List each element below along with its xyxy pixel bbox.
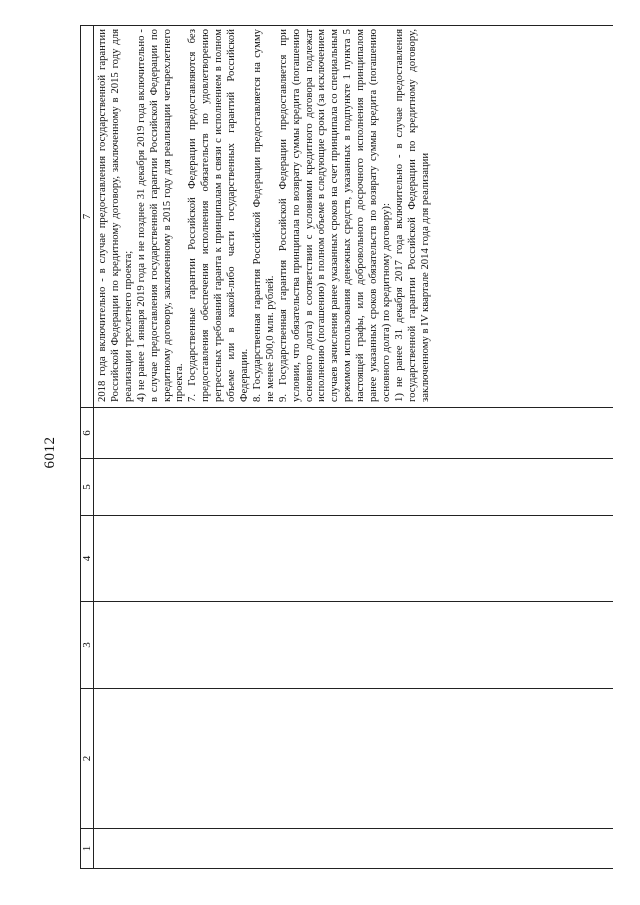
- column-header-7: 7: [81, 26, 94, 408]
- page-number: 6012: [42, 436, 58, 469]
- column-header-2: 2: [81, 689, 94, 829]
- column-header-4: 4: [81, 516, 94, 602]
- paragraph: 9. Государственная гарантия Российской Федерации предоставляется при условии, что обязательства принципала по возврату суммы кредита (погашению основного долга) в соответствии с условиями кредитного договора подлежат исполнению (погашению) в полном объеме в следующие сроки (за исключением случаев зачисления ранее указанных сроков на счет принципала со специальным режимом использования денежных средств, указанных в подпункте 1 пункта 5 настоящей графы, или добровольного досрочного исполнения принципалом ранее указанных сроков обязательств по возврату суммы кредита (погашению основного долга) по кредитному договору):: [276, 29, 392, 402]
- conditions-text: [96, 29, 611, 402]
- cell-col-6: [94, 408, 614, 459]
- paragraph: 1) не ранее 31 декабря 2017 года включительно - в случае предоставления государственной гарантии Российской Федерации по кредитному договору, заключенному в IV квартале 2014 года для реализации: [392, 29, 431, 402]
- cell-col-4: [94, 516, 614, 602]
- cell-col-1: [94, 829, 614, 869]
- column-header-1: 1: [81, 829, 94, 869]
- column-header-6: 6: [81, 408, 94, 459]
- paragraph: 4) не ранее 1 января 2019 года и не позднее 31 декабря 2019 года включительно - в случае предоставления государственной гарантии Российской Федерации по кредитному договору, заключенному в 2015 году для реализации четырехлетнего проекта.: [134, 29, 186, 402]
- cell-col-5: [94, 459, 614, 516]
- cell-col-7: [94, 26, 614, 408]
- cell-col-2: [94, 689, 614, 829]
- column-header-5: 5: [81, 459, 94, 516]
- header-row: [81, 26, 94, 869]
- column-header-3: 3: [81, 602, 94, 689]
- guarantee-table: [80, 25, 613, 869]
- paragraph: 7. Государственные гарантии Российской Федерации предоставляются без предоставления обеспечения исполнения обязательств по удовлетворению регрессных требований гаранта к принципалам в связи с исполнением в полном объеме или в какой-либо части государственных гарантий Российской Федерации.: [186, 29, 250, 402]
- paragraph: 2018 года включительно - в случае предоставления государственной гарантии Российской Федерации по кредитному договору, заключенному в 2015 году для реализации трехлетнего проекта;: [96, 29, 134, 402]
- paragraph: 8. Государственная гарантия Российской Федерации предоставляется на сумму не менее 500,0 млн. рублей.: [250, 29, 276, 402]
- table-row: [94, 26, 614, 869]
- cell-col-3: [94, 602, 614, 689]
